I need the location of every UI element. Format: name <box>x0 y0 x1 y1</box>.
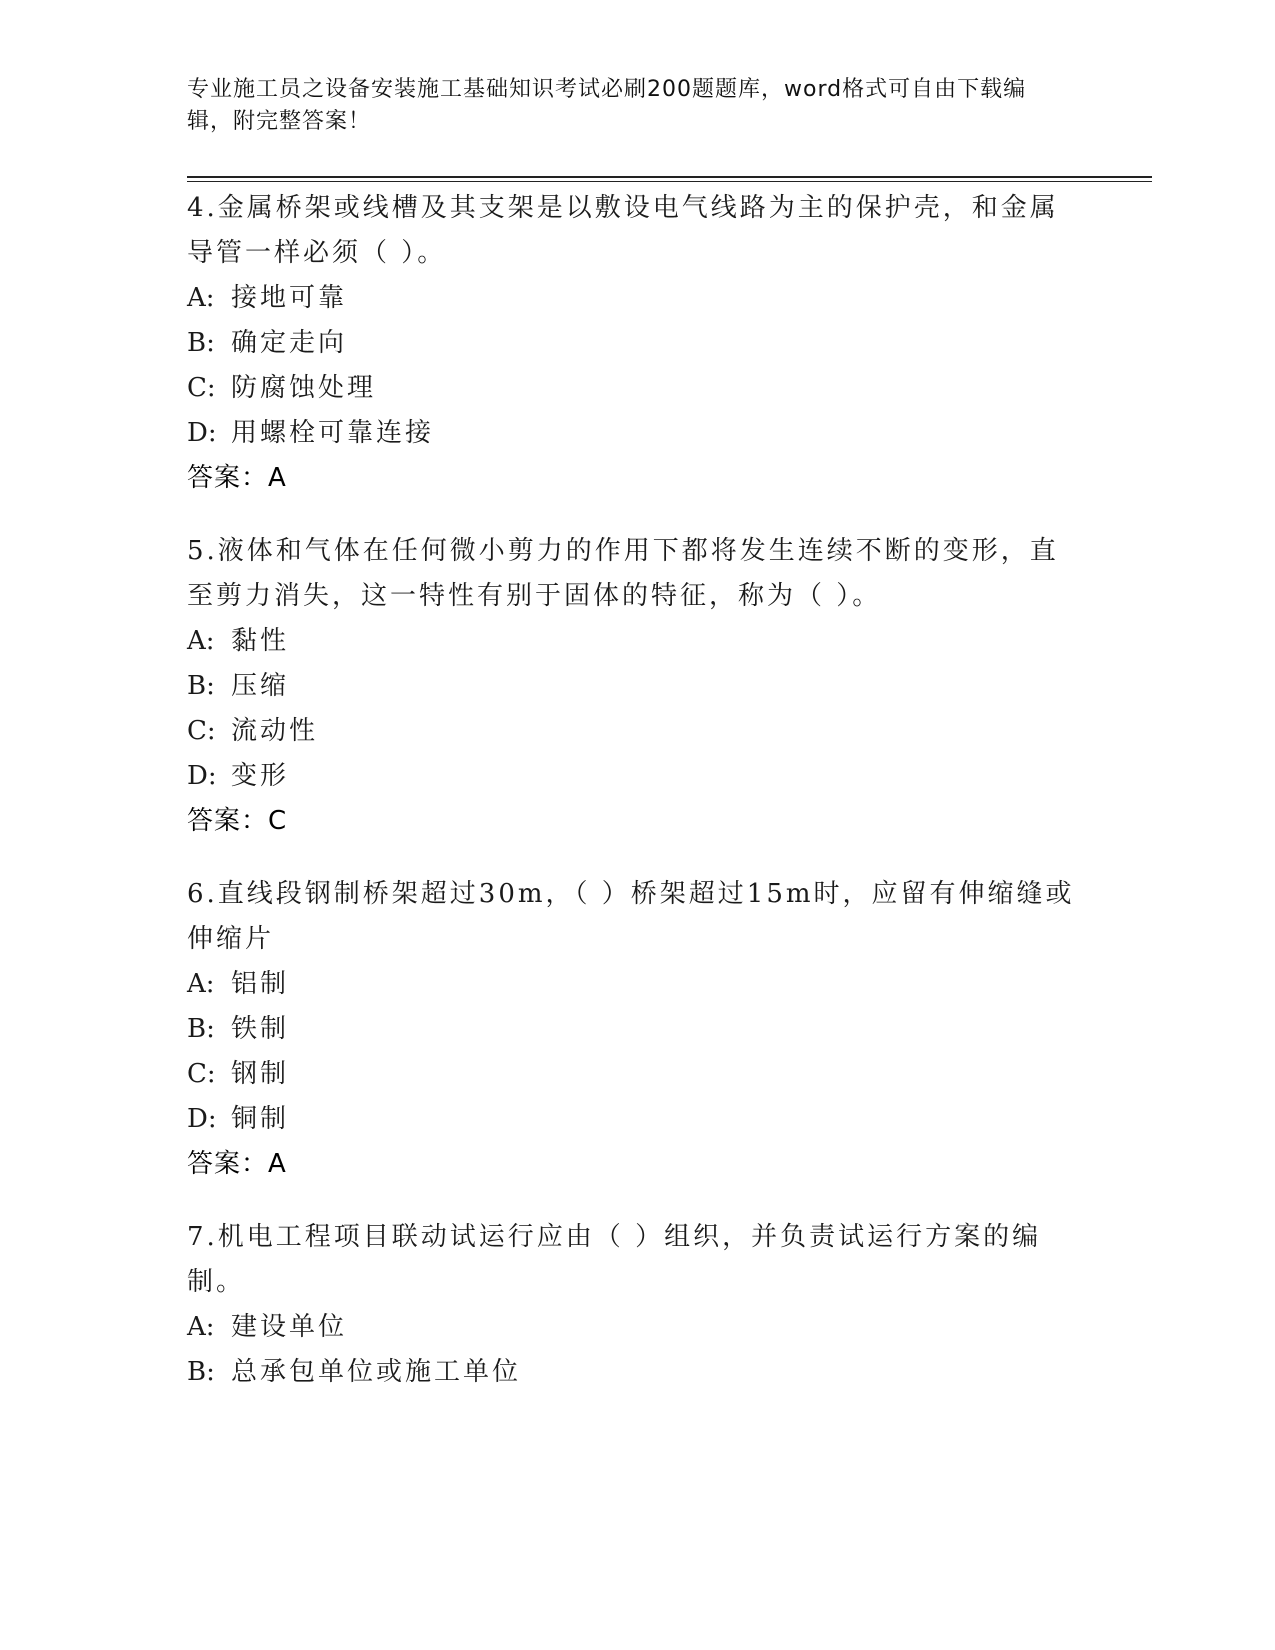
option-text: 铜制 <box>231 1104 290 1134</box>
option-c <box>187 1052 1087 1097</box>
answer-line: 答案：A <box>187 1149 287 1179</box>
option-d <box>187 1097 1087 1142</box>
option-b <box>187 321 1087 366</box>
document-header: 专业施工员之设备安装施工基础知识考试必刷200题题库，word格式可自由下载编辑，附完整答案！ <box>187 77 1027 134</box>
question-6 <box>187 872 1087 1187</box>
option-letter: B: <box>187 328 215 358</box>
option-a <box>187 276 1087 321</box>
option-letter: B: <box>187 1014 215 1044</box>
question-list <box>187 186 1087 1423</box>
option-text: 流动性 <box>231 716 319 746</box>
option-a <box>187 1305 1087 1350</box>
option-letter: A: <box>187 283 215 313</box>
question-7 <box>187 1215 1087 1395</box>
option-c <box>187 366 1087 411</box>
option-a <box>187 962 1087 1007</box>
option-text: 变形 <box>231 761 290 791</box>
option-letter: D: <box>187 1104 217 1134</box>
question-5 <box>187 529 1087 844</box>
option-b <box>187 1007 1087 1052</box>
option-text: 确定走向 <box>231 328 348 358</box>
option-letter: D: <box>187 418 217 448</box>
option-letter: A: <box>187 1312 215 1342</box>
option-text: 钢制 <box>231 1059 290 1089</box>
header-divider-thin <box>187 181 1152 182</box>
option-c <box>187 709 1087 754</box>
option-text: 总承包单位或施工单位 <box>231 1357 522 1387</box>
question-text: 5.液体和气体在任何微小剪力的作用下都将发生连续不断的变形，直至剪力消失，这一特性有别于固体的特征，称为（ ）。 <box>187 536 1059 611</box>
option-text: 接地可靠 <box>231 283 348 313</box>
question-4 <box>187 186 1087 501</box>
option-letter: A: <box>187 969 215 999</box>
option-text: 压缩 <box>231 671 290 701</box>
answer-line: 答案：A <box>187 463 287 493</box>
option-a <box>187 619 1087 664</box>
option-b <box>187 664 1087 709</box>
option-letter: C: <box>187 716 216 746</box>
option-letter: D: <box>187 761 217 791</box>
option-text: 黏性 <box>231 626 290 656</box>
option-text: 铝制 <box>231 969 290 999</box>
option-b <box>187 1350 1087 1395</box>
option-letter: B: <box>187 671 215 701</box>
option-d <box>187 411 1087 456</box>
question-text: 4.金属桥架或线槽及其支架是以敷设电气线路为主的保护壳，和金属导管一样必须（ ）。 <box>187 193 1059 268</box>
question-text: 7.机电工程项目联动试运行应由（ ）组织，并负责试运行方案的编制。 <box>187 1222 1042 1297</box>
option-text: 用螺栓可靠连接 <box>231 418 435 448</box>
option-d <box>187 754 1087 799</box>
option-letter: C: <box>187 1059 216 1089</box>
option-text: 防腐蚀处理 <box>231 373 377 403</box>
question-text: 6.直线段钢制桥架超过30m，（ ）桥架超过15m时，应留有伸缩缝或伸缩片 <box>187 879 1075 954</box>
option-letter: A: <box>187 626 215 656</box>
header-divider-thick <box>187 176 1152 178</box>
option-letter: C: <box>187 373 216 403</box>
option-text: 建设单位 <box>231 1312 348 1342</box>
answer-line: 答案：C <box>187 806 288 836</box>
option-letter: B: <box>187 1357 215 1387</box>
option-text: 铁制 <box>231 1014 290 1044</box>
